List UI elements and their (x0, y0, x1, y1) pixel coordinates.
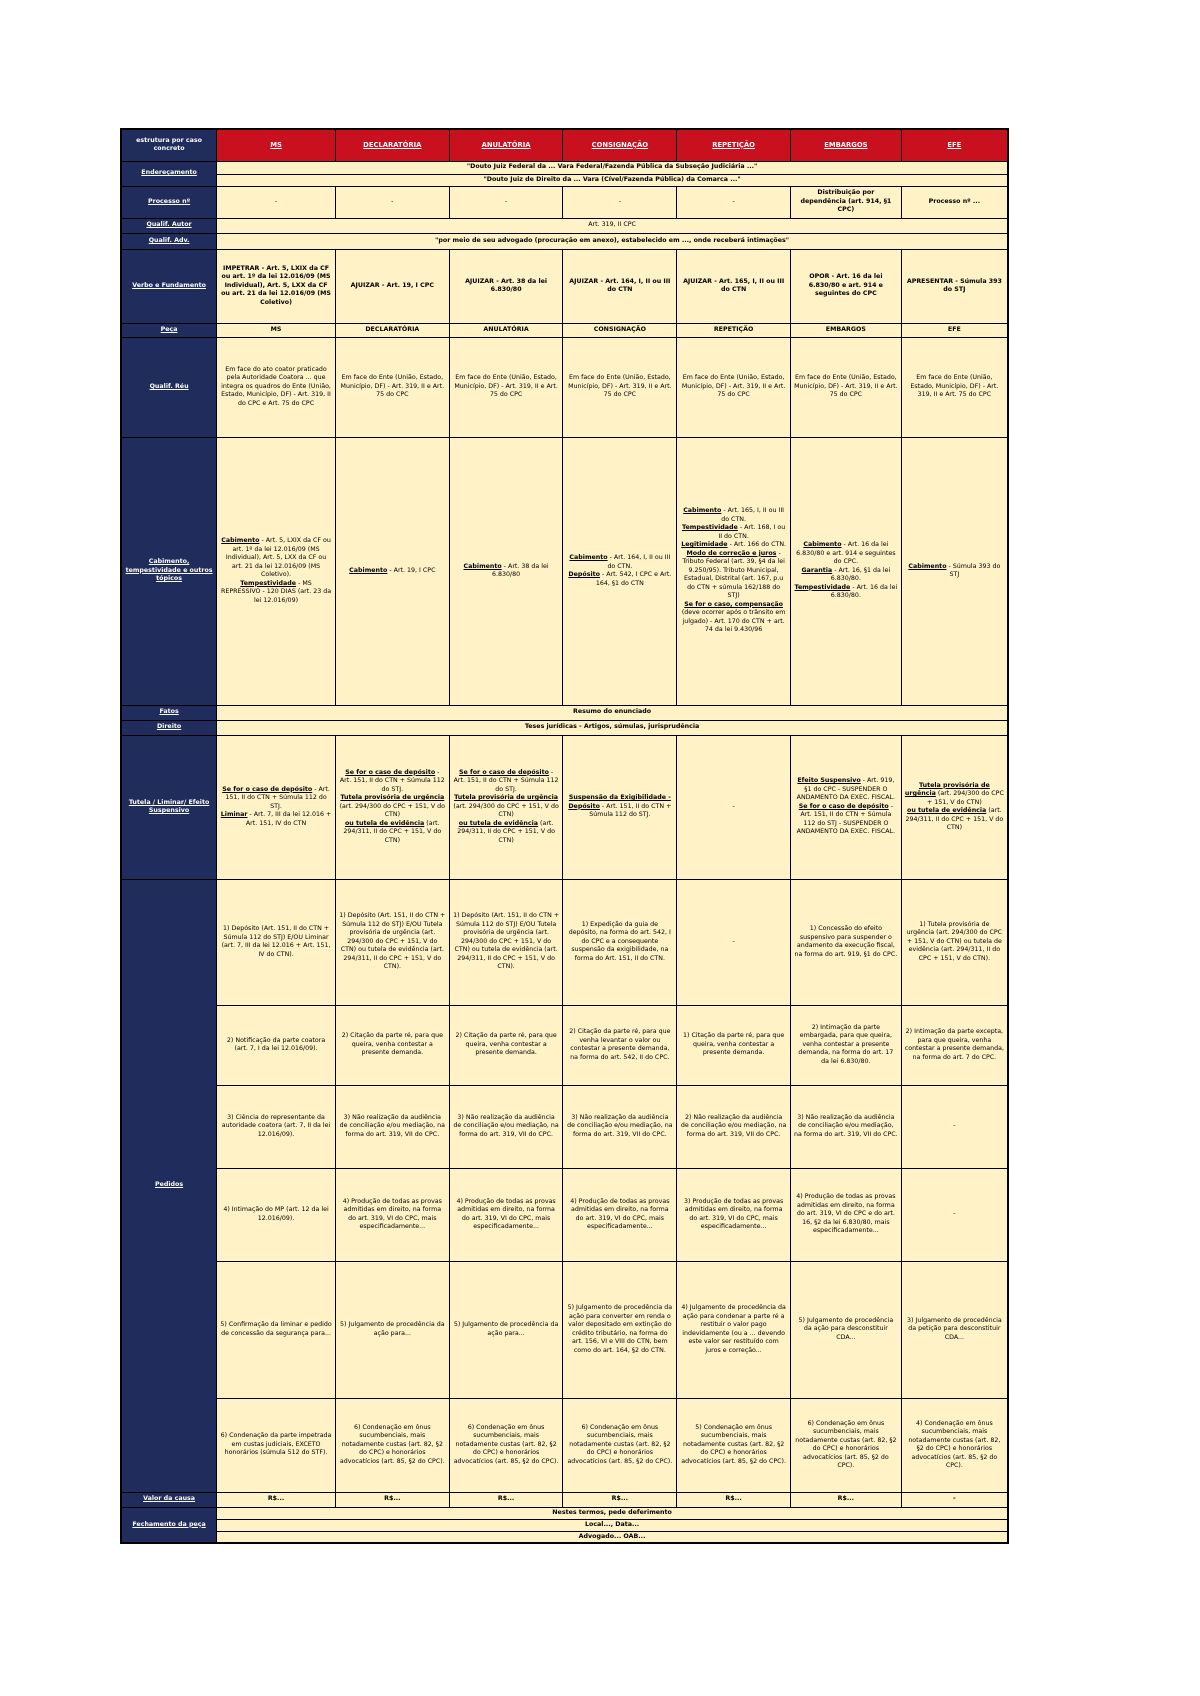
rich-lead: Cabimento (908, 562, 947, 570)
qualif-reu-repeticao: Em face do Ente (União, Estado, Município, DF) - Art. 319, II e Art. 75 do CPC (677, 337, 791, 437)
rich-line (680, 507, 787, 524)
rich-lead: Tutela provisória de urgência (340, 794, 445, 802)
rich-text: (art. 294/311, II do CPC + 151, V do CTN) (457, 819, 555, 844)
qualif-reu-anulatoria: Em face do Ente (União, Estado, Município, DF) - Art. 319, II e Art. 75 do CPC (449, 337, 563, 437)
rich-lead: ou tutela de evidência (907, 807, 987, 814)
label-processo: Processo nº (121, 186, 217, 218)
pedido-6-ms: 6) Condenação da parte impetrada em custas judiciais, EXCETO honorários (súmula 512 do STF). (217, 1398, 336, 1492)
rich-text: - Tributo Federal (art. 39, §4 da lei 9.250/95). Tributo Municipal, Estadual, Distrital (art. 167, p.u do CTN + súmula 162/188 do STJ) (682, 549, 785, 600)
pedido-3-anulatoria: 3) Não realização da audiência de conciliação e/ou mediação, na forma do art. 319, VII do CPC. (449, 1085, 563, 1168)
cabimento-embargos (791, 437, 902, 705)
fechamento-termos: Nestes termos, pede deferimento (217, 1507, 1008, 1519)
rich-line (220, 580, 332, 606)
rich-lead: Cabimento (463, 562, 502, 570)
header-row (121, 129, 1008, 161)
rich-lead: Cabimento (349, 566, 388, 574)
valor-causa-ms: R$... (217, 1492, 336, 1507)
fechamento-local-data: Local..., Data... (217, 1519, 1008, 1531)
pedido-5-declaratoria: 5) Julgamento de procedência da ação para... (335, 1261, 449, 1398)
rich-lead: Cabimento (683, 507, 722, 515)
rich-lead: Se for o caso de depósito (345, 768, 436, 776)
rich-lead: ou tutela de evidência (344, 819, 425, 827)
rich-text: (art. 294/311, II do CPC + 151, V do CTN) (343, 819, 442, 844)
qualif-adv: "por meio de seu advogado (procuração em anexo), estabelecido em ..., onde receberá intimações" (217, 233, 1008, 249)
pedido-5-ms: 5) Confirmação da liminar e pedido de concessão da segurança para... (217, 1261, 336, 1398)
cabimento-repeticao (677, 437, 791, 705)
pedido-6-consignacao: 6) Condenação em ônus sucumbenciais, mais notadamente custas (art. 82, §2 do CPC) e honorários advocatícios (art. 85, §2 do CPC). (563, 1398, 677, 1492)
rich-text: - Art. 7, III da lei 12.016 + Art. 151, IV do CTN (245, 811, 332, 827)
label-enderecamento: Endereçamento (121, 161, 217, 186)
pedido-1-declaratoria: 1) Depósito (Art. 151, II do CTN + Súmula 112 do STJ) E/OU Tutela provisória de urgência (art. 294/300 do CPC + 151, V do CTN) ou tutela de evidência (art. 294/311, II do CPC + 151, V do CTN). (335, 879, 449, 1005)
rich-lead: Se for o caso, compensação (684, 600, 783, 608)
rich-text: - Súmula 393 do STJ (946, 562, 1001, 578)
valor-causa-declaratoria: R$... (335, 1492, 449, 1507)
rich-text: - MS REPRESSIVO - 120 DIAS (art. 23 da lei 12.016/09) (221, 579, 332, 604)
rich-line (220, 811, 332, 828)
processo-embargos: Distribuição por dependência (art. 914, §1 CPC) (791, 186, 902, 218)
qualif-reu-embargos: Em face do Ente (União, Estado, Município, DF) - Art. 319, II e Art. 75 do CPC (791, 337, 902, 437)
pedido-4-anulatoria: 4) Produção de todas as provas admitidas em direito, na forma do art. 319, VI do CPC, mais especificadamente... (449, 1168, 563, 1261)
qualif-reu-declaratoria: Em face do Ente (União, Estado, Município, DF) - Art. 319, II e Art. 75 do CPC (335, 337, 449, 437)
rich-lead: Cabimento (569, 554, 608, 561)
rich-line (794, 777, 898, 803)
rich-lead: Cabimento (803, 541, 842, 549)
rich-text: - Art. 16 da lei 6.830/80 e art. 914 e seguintes do CPC. (796, 541, 896, 566)
rich-line (905, 563, 1004, 580)
pedido-6-anulatoria: 6) Condenação em ônus sucumbenciais, mais notadamente custas (art. 82, §2 do CPC) e honorários advocatícios (art. 85, §2 do CPC). (449, 1398, 563, 1492)
pedido-3-declaratoria: 3) Não realização da audiência de conciliação e/ou mediação, na forma do art. 319, VII do CPC. (335, 1085, 449, 1168)
pedido-1-anulatoria: 1) Depósito (Art. 151, II do CTN + Súmula 112 do STJ) E/OU Tutela provisória de urgência (art. 294/300 do CPC + 151, V do CTN) ou tutela de evidência (art. 294/311, II do CPC + 151, V do CTN). (449, 879, 563, 1005)
rich-text: - Art. 168, I ou II do CTN. (718, 524, 786, 540)
pedido-5-repeticao: 4) Julgamento de procedência da ação para condenar a parte ré a restituir o valor pago indevidamente (ou a ... devendo este valor ser restituído com juros e correção... (677, 1261, 791, 1398)
qualif-reu-efe: Em face do Ente (União, Estado, Município, DF) - Art. 319, II e Art. 75 do CPC (901, 337, 1008, 437)
peca-anulatoria: ANULATÓRIA (449, 323, 563, 337)
pedido-1-embargos: 1) Concessão do efeito suspensivo para suspender o andamento da execução fiscal, na forma do art. 919, §1 do CPC. (791, 879, 902, 1005)
rich-text: - Art. 16, §1 da lei 6.830/80. (830, 566, 891, 583)
pedido-2-declaratoria: 2) Citação da parte ré, para que queira, venha contestar a presente demanda. (335, 1005, 449, 1085)
pedido-6-declaratoria: 6) Condenação em ônus sucumbenciais, mais notadamente custas (art. 82, §2 do CPC) e honorários advocatícios (art. 85, §2 do CPC). (335, 1398, 449, 1492)
cabimento-consignacao (563, 437, 677, 705)
col-header-embargos: EMBARGOS (791, 129, 902, 161)
rich-line (339, 794, 446, 820)
qualif-autor: Art. 319, II CPC (217, 218, 1008, 233)
label-fechamento: Fechamento da peça (121, 1507, 217, 1543)
enderecamento-estadual: "Douto Juiz de Direito da ... Vara (Cível/Fazenda Pública) da Comarca ..." (217, 174, 1008, 186)
rich-line (220, 537, 332, 580)
peca-embargos: EMBARGOS (791, 323, 902, 337)
tutela-repeticao: - (677, 735, 791, 879)
col-header-repeticao: REPETIÇÃO (677, 129, 791, 161)
pedido-5-embargos: 5) Julgamento de procedência da ação para desconstituir CDA... (791, 1261, 902, 1398)
rich-line (453, 820, 560, 846)
pedido-2-consignacao: 2) Citação da parte ré, para que venha levantar o valor ou contestar a presente demanda, na forma do art. 542, II do CPC. (563, 1005, 677, 1085)
peca-declaratoria: DECLARATÓRIA (335, 323, 449, 337)
rich-line (453, 769, 560, 795)
tutela-declaratoria (335, 735, 449, 879)
label-fatos: Fatos (121, 705, 217, 720)
peca-consignacao: CONSIGNAÇÃO (563, 323, 677, 337)
rich-text: - Art. 151, II do CTN + Súmula 112 do STJ. (225, 785, 330, 810)
rich-line (680, 524, 787, 541)
rich-lead: ou tutela de evidência (458, 819, 539, 827)
rich-text: - Art. 151, II do CTN + Súmula 112 do STJ - SUSPENDER O ANDAMENTO DA EXEC. FISCAL. (796, 802, 896, 836)
rich-lead: Se for o caso de depósito (798, 802, 889, 810)
rich-text: - Art. 16 da lei 6.830/80. (830, 583, 898, 600)
rich-text: (art. 294/300 do CPC + 151, V do CTN) (453, 802, 559, 819)
rich-line (566, 571, 673, 588)
rich-text: - Art. 19, I CPC (387, 566, 436, 574)
pedido-3-efe: - (901, 1085, 1008, 1168)
rich-lead: Legitimidade (681, 541, 728, 549)
enderecamento-federal: "Douto Juiz Federal da ... Vara Federal/Fazenda Pública da Subseção Judiciária ..." (217, 161, 1008, 174)
rich-line (680, 601, 787, 635)
peca-ms: MS (217, 323, 336, 337)
pedido-3-repeticao: 2) Não realização da audiência de conciliação e/ou mediação, na forma do art. 319, VII do CPC. (677, 1085, 791, 1168)
pedido-1-efe: 1) Tutela provisória de urgência (art. 294/300 do CPC + 151, V do CTN) ou tutela de evidência (art. 294/311, II do CPC + 151, V do CTN). (901, 879, 1008, 1005)
rich-lead: Depósito (568, 571, 600, 578)
pedido-1-consignacao: 1) Expedição da guia de depósito, na forma do art. 542, I do CPC e a consequente suspensão da exigibilidade, na forma do Art. 151, II do CTN. (563, 879, 677, 1005)
processo-declaratoria: - (335, 186, 449, 218)
label-qualif-adv: Qualif. Adv. (121, 233, 217, 249)
rich-text: - Art. 151, II do CTN + Súmula 112 do STJ. (339, 768, 445, 793)
cabimento-declaratoria (335, 437, 449, 705)
verbo-repeticao: AJUIZAR - Art. 165, I, II ou III do CTN (677, 249, 791, 323)
label-valor-causa: Valor da causa (121, 1492, 217, 1507)
rich-line (680, 541, 787, 550)
rich-lead: Se for o caso de depósito (222, 785, 313, 793)
processo-efe: Processo nº ... (901, 186, 1008, 218)
verbo-ms: IMPETRAR - Art. 5, LXIX da CF ou art. 1º da lei 12.016/09 (MS Individual), Art. 5, LXX da CF ou art. 21 da lei 12.016/09 (MS Coletivo) (217, 249, 336, 323)
rich-line (794, 541, 898, 567)
direito: Teses jurídicas - Artigos, súmulas, jurisprudência (217, 720, 1008, 735)
tutela-anulatoria (449, 735, 563, 879)
rich-lead: Tutela provisória de urgência (904, 781, 990, 797)
pedido-5-consignacao: 5) Julgamento de procedência da ação para converter em renda o valor depositado em extinção do crédito tributário, na forma do art. 156, VI e VIII do CTN, bem como do art. 164, §2 do CTN. (563, 1261, 677, 1398)
pedido-3-ms: 3) Ciência do representante da autoridade coatora (art. 7, II da lei 12.016/09). (217, 1085, 336, 1168)
valor-causa-consignacao: R$... (563, 1492, 677, 1507)
peca-repeticao: REPETIÇÃO (677, 323, 791, 337)
rich-text: - Art. 151, II do CTN + Súmula 112 do STJ. (453, 768, 559, 793)
rich-line (566, 554, 673, 571)
tutela-ms (217, 735, 336, 879)
tutela-efe (901, 735, 1008, 879)
rich-text: - Art. 151, II do CTN + Súmula 112 do STJ. (589, 802, 672, 819)
label-peca: Peça (121, 323, 217, 337)
label-direito: Direito (121, 720, 217, 735)
rich-text: (art. 294/311, II do CPC + 151, V do CTN) (905, 807, 1004, 831)
valor-causa-efe: - (901, 1492, 1008, 1507)
rich-line (905, 807, 1004, 833)
label-qualif-reu: Qualif. Réu (121, 337, 217, 437)
pedido-4-ms: 4) Intimação do MP (art. 12 da lei 12.016/09). (217, 1168, 336, 1261)
valor-causa-anulatoria: R$... (449, 1492, 563, 1507)
corner-label: estrutura por caso concreto (121, 129, 217, 161)
rich-text: - Art. 919, §1 do CPC - SUSPENDER O ANDAMENTO DA EXEC. FISCAL. (796, 777, 896, 802)
processo-consignacao: - (563, 186, 677, 218)
case-structure-sheet (120, 128, 1009, 1544)
fatos: Resumo do enunciado (217, 705, 1008, 720)
processo-anulatoria: - (449, 186, 563, 218)
rich-lead: Garantia (801, 566, 833, 574)
verbo-efe: APRESENTAR - Súmula 393 do STJ (901, 249, 1008, 323)
cabimento-ms (217, 437, 336, 705)
rich-lead: Tempestividade (794, 583, 851, 591)
pedido-4-efe: - (901, 1168, 1008, 1261)
pedido-6-embargos: 6) Condenação em ônus sucumbenciais, mais notadamente custas (art. 82, §2 do CPC) e honorários advocatícios (art. 85, §2 do CPC). (791, 1398, 902, 1492)
col-header-ms: MS (217, 129, 336, 161)
rich-text: (deve ocorrer após o trânsito em julgado) - Art. 170 do CTN + art. 74 da lei 9.430/96 (681, 609, 786, 634)
pedido-4-embargos: 4) Produção de todas as provas admitidas em direito, na forma do art. 319, VI do CPC e do art. 16, §2 da lei 6.830/80, mais especificadamente... (791, 1168, 902, 1261)
rich-lead: Efeito Suspensivo (797, 777, 861, 785)
tutela-consignacao (563, 735, 677, 879)
rich-line (794, 567, 898, 584)
rich-line (794, 803, 898, 837)
rich-lead: Cabimento (221, 537, 260, 544)
label-qualif-autor: Qualif. Autor (121, 218, 217, 233)
pedido-6-efe: 4) Condenação em ônus sucumbenciais, mais notadamente custas (art. 82, §2 do CPC) e honorários advocatícios (art. 85, §2 do CPC). (901, 1398, 1008, 1492)
rich-text: - Art. 38 da lei 6.830/80 (492, 562, 549, 578)
rich-line (680, 550, 787, 601)
col-header-consignacao: CONSIGNAÇÃO (563, 129, 677, 161)
rich-lead: Modo de correção e juros (686, 549, 777, 557)
pedido-1-repeticao: - (677, 879, 791, 1005)
rich-lead: Liminar (220, 811, 248, 819)
verbo-consignacao: AJUIZAR - Art. 164, I, II ou III do CTN (563, 249, 677, 323)
label-tutela: Tutela / Liminar/ Efeito Suspensivo (121, 735, 217, 879)
rich-line (339, 820, 446, 846)
processo-repeticao: - (677, 186, 791, 218)
rich-line (339, 769, 446, 795)
rich-lead: Tempestividade (682, 524, 738, 532)
pedido-2-ms: 2) Notificação da parte coatora (art. 7, I da lei 12.016/09). (217, 1005, 336, 1085)
col-header-efe: EFE (901, 129, 1008, 161)
pedido-2-repeticao: 1) Citação da parte ré, para que queira, venha contestar a presente demanda. (677, 1005, 791, 1085)
rich-lead: Se for o caso de depósito (458, 768, 549, 776)
rich-line (339, 567, 446, 576)
pedido-6-repeticao: 5) Condenação em ônus sucumbenciais, mais notadamente custas (art. 82, §2 do CPC) e honorários advocatícios (art. 85, §2 do CPC). (677, 1398, 791, 1492)
pedido-3-consignacao: 3) Não realização da audiência de conciliação e/ou mediação, na forma do art. 319, VII do CPC. (563, 1085, 677, 1168)
rich-line (453, 563, 560, 580)
pedido-4-repeticao: 3) Produção de todas as provas admitidas em direito, na forma do art. 319, VI do CPC, mais especificadamente... (677, 1168, 791, 1261)
processo-ms: - (217, 186, 336, 218)
pedido-5-efe: 3) Julgamento de procedência da petição para desconstituir CDA... (901, 1261, 1008, 1398)
pedido-4-consignacao: 4) Produção de todas as provas admitidas em direito, na forma do art. 319, VI do CPC, mais especificadamente... (563, 1168, 677, 1261)
qualif-reu-consignacao: Em face do Ente (União, Estado, Município, DF) - Art. 319, II e Art. 75 do CPC (563, 337, 677, 437)
pedido-2-efe: 2) Intimação da parte excepta, para que queira, venha contestar a presente demanda, na forma do art. 7 do CPC. (901, 1005, 1008, 1085)
rich-lead: Tempestividade (240, 579, 297, 587)
rich-line (566, 794, 673, 820)
pedido-5-anulatoria: 5) Julgamento de procedência da ação para... (449, 1261, 563, 1398)
rich-text: - Art. 165, I, II ou III do CTN. (721, 507, 785, 523)
cabimento-anulatoria (449, 437, 563, 705)
label-pedidos: Pedidos (121, 879, 217, 1492)
qualif-reu-ms: Em face do ato coator praticado pela Autoridade Coatora ... que integra os quadros do Ente (União, Estado, Município, DF) - Art. 319, II do CPC e Art. 75 do CPC (217, 337, 336, 437)
pedido-1-ms: 1) Depósito (Art. 151, II do CTN + Súmula 112 do STJ) E/OU Liminar (art. 7, III da lei 12.016 + Art. 151, IV do CTN). (217, 879, 336, 1005)
pedido-4-declaratoria: 4) Produção de todas as provas admitidas em direito, na forma do art. 319, VI do CPC, mais especificadamente... (335, 1168, 449, 1261)
peca-efe: EFE (901, 323, 1008, 337)
verbo-anulatoria: AJUIZAR - Art. 38 da lei 6.830/80 (449, 249, 563, 323)
cabimento-efe (901, 437, 1008, 705)
fechamento-advogado: Advogado... OAB... (217, 1531, 1008, 1543)
rich-text: (art. 294/300 do CPC + 151, V do CTN) (926, 790, 1004, 806)
rich-lead: Suspensão da Exigibilidade - Depósito (568, 794, 671, 810)
pedido-3-embargos: 3) Não realização da audiência de conciliação e/ou mediação, na forma do art. 319, VII do CPC. (791, 1085, 902, 1168)
rich-text: - Art. 164, I, II ou III do CTN. (607, 554, 671, 570)
rich-text: - Art. 542, I CPC e Art. 164, §1 do CTN (595, 571, 672, 587)
valor-causa-embargos: R$... (791, 1492, 902, 1507)
rich-line (794, 584, 898, 601)
tutela-embargos (791, 735, 902, 879)
col-header-declaratoria: DECLARATÓRIA (335, 129, 449, 161)
rich-line (905, 782, 1004, 808)
verbo-declaratoria: AJUIZAR - Art. 19, I CPC (335, 249, 449, 323)
valor-causa-repeticao: R$... (677, 1492, 791, 1507)
rich-text: (art. 294/300 do CPC + 151, V do CTN) (339, 802, 446, 819)
pedido-2-embargos: 2) Intimação da parte embargada, para que queira, venha contestar a presente demanda, na forma do art. 17 da lei 6.830/80. (791, 1005, 902, 1085)
rich-text: - Art. 5, LXIX da CF ou art. 1º da lei 12.016/09 (MS Individual), Art. 5, LXX da CF ou art. 21 da lei 12.016/09 (MS Coletivo). (225, 537, 331, 578)
verbo-embargos: OPOR - Art. 16 da lei 6.830/80 e art. 914 e seguintes do CPC (791, 249, 902, 323)
label-cabimento: Cabimento, tempestividade e outros tópicos (121, 437, 217, 705)
case-structure-table (120, 128, 1009, 1544)
col-header-anulatoria: ANULATÓRIA (449, 129, 563, 161)
rich-text: - Art. 166 do CTN. (727, 541, 787, 549)
rich-lead: Tutela provisória de urgência (454, 794, 559, 802)
rich-line (220, 786, 332, 812)
pedido-2-anulatoria: 2) Citação da parte ré, para que queira, venha contestar a presente demanda. (449, 1005, 563, 1085)
label-verbo: Verbo e Fundamento (121, 249, 217, 323)
rich-line (453, 794, 560, 820)
